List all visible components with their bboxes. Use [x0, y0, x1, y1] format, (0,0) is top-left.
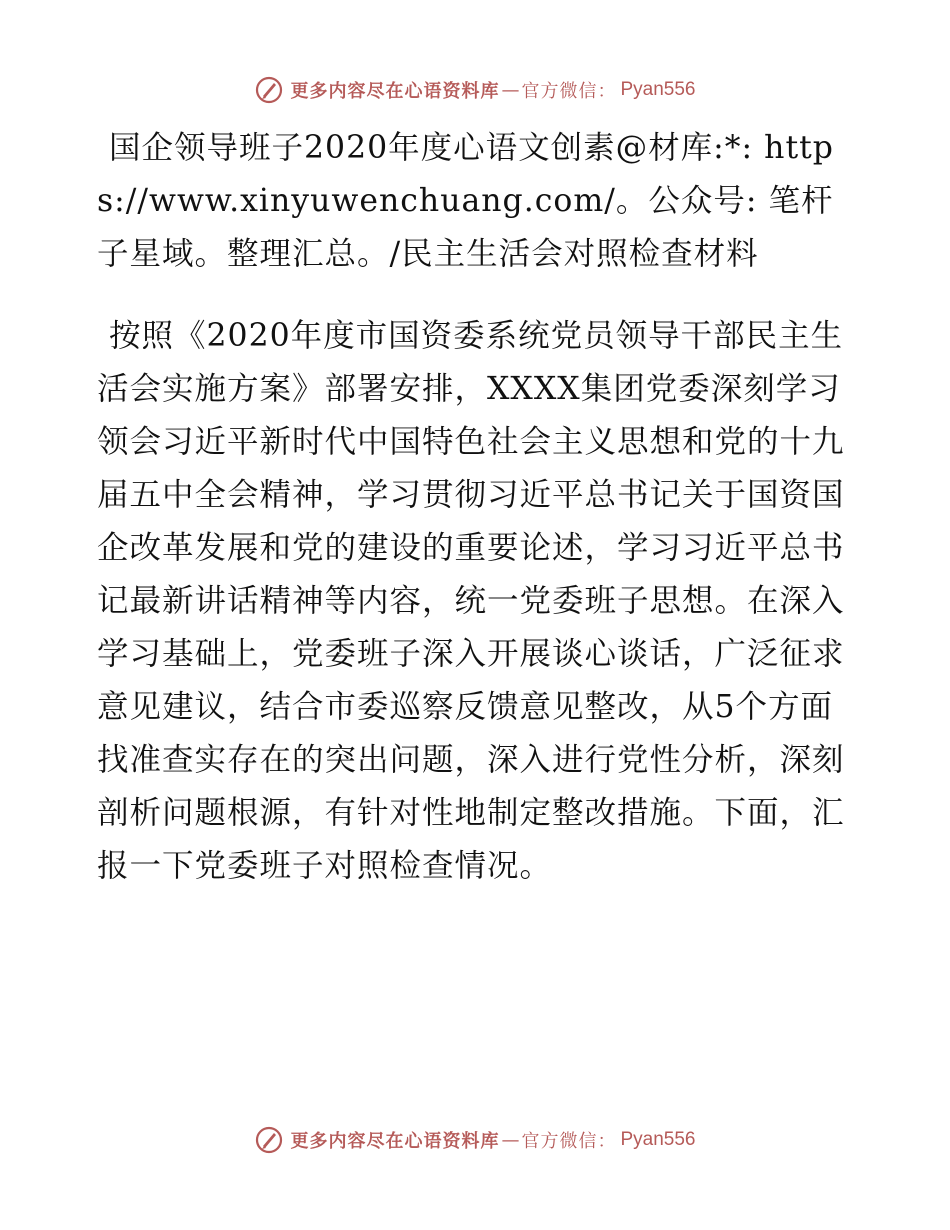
body-paragraph: 按照《2020年度市国资委系统党员领导干部民主生活会实施方案》部署安排，XXXX集团党委深刻学习领会习近平新时代中国特色社会主义思想和党的十九届五中全会精神，学习贯彻习近平总书记关于国资国企改革发展和党的建设的重要论述，学习习近平总书记最新讲话精神等内容，统一党委班子思想。在深入学习基础上，党委班子深入开展谈心谈话，广泛征求意见建议，结合市委巡察反馈意见整改，从5个方面找准查实存在的突出问题，深入进行党性分析，深刻剖析问题根源，有针对性地制定整改措施。下面，汇报一下党委班子对照检查情况。	[97, 318, 845, 884]
banner-slogan: 更多内容尽在心语资料库	[290, 81, 500, 102]
intro-paragraph: 国企领导班子2020年度心语文创素@材库:*: https://www.xinyuwenchuang.com/。公众号: 笔杆子星域。整理汇总。/民主生活会对照检查材料	[97, 130, 834, 272]
quill-pen-logo-icon	[254, 75, 284, 105]
banner-separator: —	[501, 79, 520, 101]
footer-watermark-banner	[0, 1122, 950, 1158]
banner-wechat-label: 官方微信：	[521, 81, 617, 102]
banner-wechat-label: 官方微信：	[521, 1131, 617, 1152]
quill-pen-logo-icon	[254, 1125, 284, 1155]
banner-slogan: 更多内容尽在心语资料库	[290, 1131, 500, 1152]
header-watermark-banner	[0, 72, 950, 108]
banner-separator: —	[501, 1129, 520, 1151]
banner-wechat-handle: Pyan556	[620, 79, 696, 100]
banner-wechat-handle: Pyan556	[620, 1129, 696, 1150]
